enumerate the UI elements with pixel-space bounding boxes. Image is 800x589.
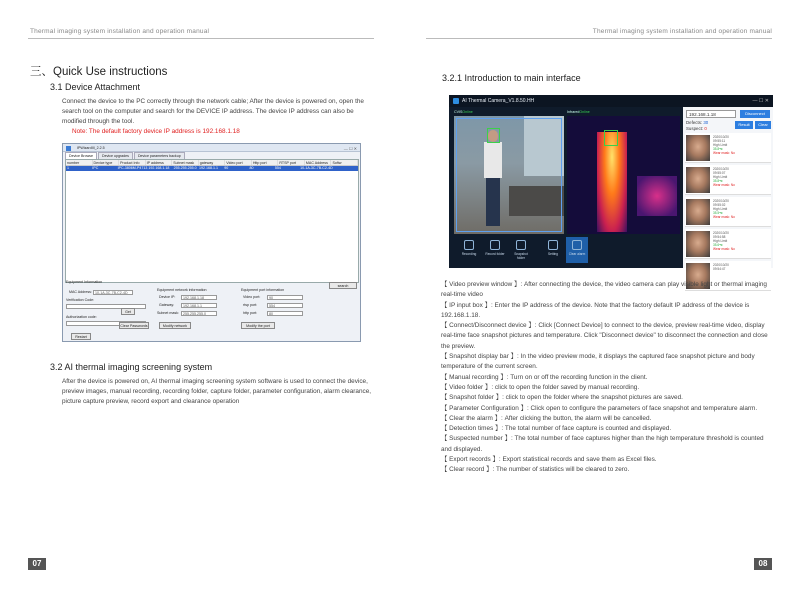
- tab-device-browse[interactable]: Device Browse: [65, 152, 97, 159]
- mac-address-label: MAC Address:: [69, 290, 92, 294]
- record-folder-button[interactable]: [484, 237, 506, 263]
- desc-manual-recording: 【 Manual recording 】: Turn on or off the recording function in the client.: [441, 373, 648, 381]
- thermal-camera-app-screenshot: [449, 95, 773, 272]
- column-header[interactable]: number: [66, 160, 93, 165]
- snapshot-temp-label: High Limit: [713, 143, 728, 148]
- device-table: [65, 159, 359, 283]
- setting-button[interactable]: [542, 237, 564, 263]
- get-button[interactable]: Get: [121, 308, 135, 315]
- table-cell: 10-1A-3C-7B-C2-4D: [300, 166, 333, 170]
- window-controls-icon[interactable]: — ☐ ✕: [343, 146, 357, 151]
- desc-connect-device: 【 Connect/Disconnect device 】: Click [Connect Device] to connect to the device, preview real-time video, display real-time face snapshot pictures and temperature. Click "Disconnect device" to disconnect the connection and close the preview.: [441, 322, 768, 350]
- defects-label: Defects:: [686, 120, 703, 125]
- snapshot-temperature: 35.5℃: [713, 211, 723, 216]
- modify-port-button[interactable]: Modify the port: [241, 322, 275, 329]
- table-cell: 192.168.1.18: [148, 166, 170, 170]
- table-cell: 90: [224, 166, 229, 170]
- desc-suspected-number: 【 Suspected number 】: The total number of face captures higher than the high temperature threshold is counted and displayed.: [441, 435, 764, 453]
- column-header[interactable]: Softw: [331, 160, 358, 165]
- table-cell: 554: [274, 166, 281, 170]
- detection-region-box: [456, 118, 562, 232]
- snapshot-item[interactable]: [685, 133, 771, 163]
- column-header[interactable]: Device type: [93, 160, 120, 165]
- column-header[interactable]: Http port: [252, 160, 279, 165]
- setting-label: Setting: [548, 252, 558, 256]
- snapshot-temperature: 35.6℃: [713, 243, 723, 248]
- table-cell: IPC: [92, 166, 99, 170]
- visible-video-preview[interactable]: [454, 116, 564, 234]
- left-header-rule: [28, 38, 374, 39]
- section-title: 三、Quick Use instructions: [30, 66, 168, 78]
- column-header[interactable]: IP address: [146, 160, 173, 165]
- record-folder-label: Record folder: [485, 252, 505, 256]
- device-ip-label: Device IP:: [159, 295, 176, 299]
- infrared-camera-status: Online: [579, 110, 590, 114]
- visible-camera-status: Online: [462, 110, 473, 114]
- image-folder-icon: [516, 240, 526, 250]
- network-info-label: Equipment network information: [157, 288, 207, 292]
- thermal-video-preview[interactable]: [567, 116, 680, 234]
- face-thumbnail: [686, 231, 710, 257]
- tool-titlebar: [63, 144, 360, 152]
- suspect-value: 0: [704, 126, 707, 131]
- snapshot-folder-button[interactable]: [510, 237, 532, 263]
- snapshot-info: [713, 167, 735, 187]
- desc-ip-input: 【 IP input box 】: Enter the IP address of the device. Note that the factory default IP address of the device is 192.168.1.18.: [441, 301, 750, 319]
- snapshot-temperature: 35.8℃: [713, 147, 723, 152]
- recording-button[interactable]: [458, 237, 480, 263]
- detection-count: [686, 120, 708, 125]
- snapshot-temp-label: High Limit: [713, 207, 728, 212]
- snapshot-folder-label: Snapshot folder: [514, 252, 528, 260]
- snapshot-time: 09:54:47: [713, 267, 726, 272]
- snapshot-temperature: 35.8℃: [713, 179, 723, 184]
- snapshot-mask-status: Wear mask: No: [713, 151, 735, 156]
- tab-device-upgrades[interactable]: Device upgrades: [98, 152, 133, 159]
- face-thumbnail: [686, 199, 710, 225]
- subsection-3-1-body: Connect the device to the PC correctly through the network cable; After the device is powered on, open the search tool on the computer and search for the DEVICE IP address. The device IP address can also be modified through the tool.: [62, 98, 364, 126]
- app-logo-icon: [453, 98, 459, 104]
- table-cell: IPC-3806M-P4713: [117, 166, 148, 170]
- folder-icon: [490, 240, 500, 250]
- rtsp-port-label: rtsp port:: [243, 303, 258, 307]
- table-cell: 80: [249, 166, 254, 170]
- snapshot-info: [713, 263, 729, 271]
- snapshot-info: [713, 199, 735, 219]
- desc-detection-times: 【 Detection times 】: The total number of face capture is counted and displayed.: [441, 425, 672, 433]
- subsection-3-2-title: 3.2 AI thermal imaging screening system: [50, 362, 213, 372]
- snapshot-info: [713, 231, 735, 251]
- restart-button[interactable]: Restart: [71, 333, 91, 340]
- snapshot-item[interactable]: [685, 197, 771, 227]
- record-icon: [464, 240, 474, 250]
- ip-input[interactable]: 192.168.1.18: [686, 110, 736, 118]
- snapshot-time: 09:55:11: [713, 139, 726, 144]
- snapshot-time: 09:55:02: [713, 203, 726, 208]
- device-ip-field[interactable]: 192.168.1.18: [181, 295, 217, 300]
- snapshot-side-panel: [683, 107, 773, 272]
- recording-label: Recording: [461, 252, 477, 256]
- app-toolbar: [454, 237, 680, 263]
- left-running-header: Thermal imaging system installation and operation manual: [30, 28, 210, 35]
- subsection-3-1-title: 3.1 Device Attachment: [50, 82, 141, 92]
- visible-camera-name: CVIS: [454, 110, 463, 114]
- face-thumbnail: [686, 135, 710, 161]
- snapshot-mask-status: Wear mask: No: [713, 183, 735, 188]
- right-header-rule: [426, 38, 772, 39]
- snapshot-date: 2020/10/20: [713, 167, 729, 171]
- face-thumbnail: [686, 167, 710, 193]
- snapshot-mask-status: Wear mask: No: [713, 247, 735, 252]
- desc-clear-alarm: 【 Clear the alarm 】: After clicking the button, the alarm will be cancelled.: [441, 414, 652, 422]
- table-cell: 255.255.255.0: [173, 166, 197, 170]
- disconnect-button[interactable]: Disconnect: [740, 110, 770, 118]
- desc-parameter-config: 【 Parameter Configuration 】: Click open to configure the parameters of face snapshot and temperature alarm.: [441, 404, 758, 412]
- port-info-label: Equipment port information: [241, 288, 285, 292]
- table-row[interactable]: [66, 166, 358, 171]
- desc-video-preview: 【 Video preview window 】: After connecting the device, the video camera can play visible light or thermal imaging real-time video: [441, 281, 767, 299]
- visible-camera-label: [454, 110, 473, 114]
- tab-device-parameters-backup[interactable]: Device parameters backup: [134, 152, 185, 159]
- subsection-3-2-body: After the device is powered on, AI thermal imaging screening system software is used to connect the device, preview images, manual recording, recording folder, capture folder, parameter configuration, alarm clearance, picture capture preview, record export and clearance operation: [62, 378, 372, 406]
- snapshot-date: 2020/10/20: [713, 135, 729, 139]
- clear-alarm-label: Clear alarm: [568, 252, 586, 256]
- interface-intro-title: 3.2.1 Introduction to main interface: [442, 73, 581, 83]
- thermal-face-box: [604, 130, 618, 146]
- tool-tabs: [63, 152, 360, 159]
- rtsp-port-field[interactable]: 554: [267, 303, 303, 308]
- column-header[interactable]: Product Info: [119, 160, 146, 165]
- column-header[interactable]: gateway: [199, 160, 226, 165]
- app-titlebar: [449, 95, 773, 107]
- snapshot-temp-label: High Limit: [713, 239, 728, 244]
- snapshot-time: 09:54:58: [713, 235, 726, 240]
- thermal-person: [597, 132, 627, 232]
- snapshot-mask-status: Wear mask: No: [713, 215, 735, 220]
- snapshot-info: [713, 135, 735, 155]
- infrared-camera-name: Infrared: [567, 110, 580, 114]
- window-controls-icon[interactable]: — ☐ ✕: [752, 98, 769, 104]
- desc-snapshot-bar: 【 Snapshot display bar 】: In the video preview mode, it displays the captured face snapshot picture and body temperature of the current screen.: [441, 353, 755, 371]
- ip-search-tool-screenshot: [62, 143, 361, 342]
- search-button[interactable]: search: [329, 282, 357, 289]
- http-port-label: http port:: [243, 311, 258, 315]
- table-cell: [333, 166, 358, 171]
- gateway-label: Gateway:: [159, 303, 175, 307]
- desc-video-folder: 【 Video folder 】: click to open the folder saved by manual recording.: [441, 383, 640, 391]
- snapshot-date: 2020/10/20: [713, 199, 729, 203]
- gear-icon: [548, 240, 558, 250]
- snapshot-item[interactable]: [685, 229, 771, 259]
- defects-value: 30: [703, 120, 709, 125]
- clear-passwords-button[interactable]: Clear Passwords: [120, 324, 148, 328]
- snapshot-item[interactable]: [685, 165, 771, 195]
- page-number-right: 08: [754, 558, 772, 570]
- app-title: AI Thermal Camera_V1.8.50.HH: [462, 98, 535, 104]
- snapshot-date: 2020/10/20: [713, 263, 729, 267]
- suspect-label: Suspect:: [686, 126, 704, 131]
- right-running-header: Thermal imaging system installation and operation manual: [592, 28, 772, 35]
- clear-record-button[interactable]: Clear: [755, 121, 771, 129]
- snapshot-time: 09:55:07: [713, 171, 726, 176]
- desc-export-records: 【 Export records 】: Export statistical records and save them as Excel files.: [441, 456, 657, 464]
- default-ip-note: Note: The default factory device IP address is 192.168.1.18: [72, 128, 240, 135]
- export-result-button[interactable]: Result: [735, 121, 753, 129]
- equipment-info-label: Equipment Information: [66, 280, 103, 284]
- desc-snapshot-folder: 【 Snapshot folder 】: click to open the folder where the snapshot pictures are saved.: [441, 394, 683, 402]
- mac-address-field[interactable]: 10-1A-3C-7B-C2-4D: [93, 290, 133, 295]
- video-port-label: Video port:: [243, 295, 261, 299]
- alarm-icon: [572, 240, 582, 250]
- column-header[interactable]: Video port: [225, 160, 252, 165]
- column-header[interactable]: Subnet mask: [172, 160, 199, 165]
- snapshot-temp-label: High Limit: [713, 175, 728, 180]
- thermal-background-object: [637, 176, 677, 216]
- desc-clear-record: 【 Clear record 】: The number of statistics will be cleared to zero.: [441, 466, 630, 474]
- gateway-field[interactable]: 192.168.1.1: [181, 303, 217, 308]
- page-number-left: 07: [28, 558, 46, 570]
- subnet-mask-label: Subnet mask:: [157, 311, 179, 315]
- verification-code-label: Verification Code:: [66, 298, 95, 302]
- table-cell: 1: [67, 166, 69, 170]
- http-port-field[interactable]: 80: [267, 311, 303, 316]
- table-cell: 192.168.1.1: [198, 166, 218, 170]
- snapshot-date: 2020/10/20: [713, 231, 729, 235]
- column-header[interactable]: RTSP port: [278, 160, 305, 165]
- subnet-mask-field[interactable]: 255.255.255.0: [181, 311, 217, 316]
- tool-title: IPWizardIII_2.2.5: [77, 146, 105, 150]
- video-port-field[interactable]: 90: [267, 295, 303, 300]
- interface-descriptions: [441, 280, 774, 476]
- clear-alarm-button[interactable]: [566, 237, 588, 263]
- column-header[interactable]: MAC Address: [305, 160, 332, 165]
- app-icon: [66, 146, 71, 151]
- infrared-camera-label: [567, 110, 590, 114]
- suspect-count: [686, 126, 707, 131]
- modify-network-button[interactable]: Modify network: [159, 322, 191, 329]
- authorization-code-label: Authorization code:: [66, 315, 97, 319]
